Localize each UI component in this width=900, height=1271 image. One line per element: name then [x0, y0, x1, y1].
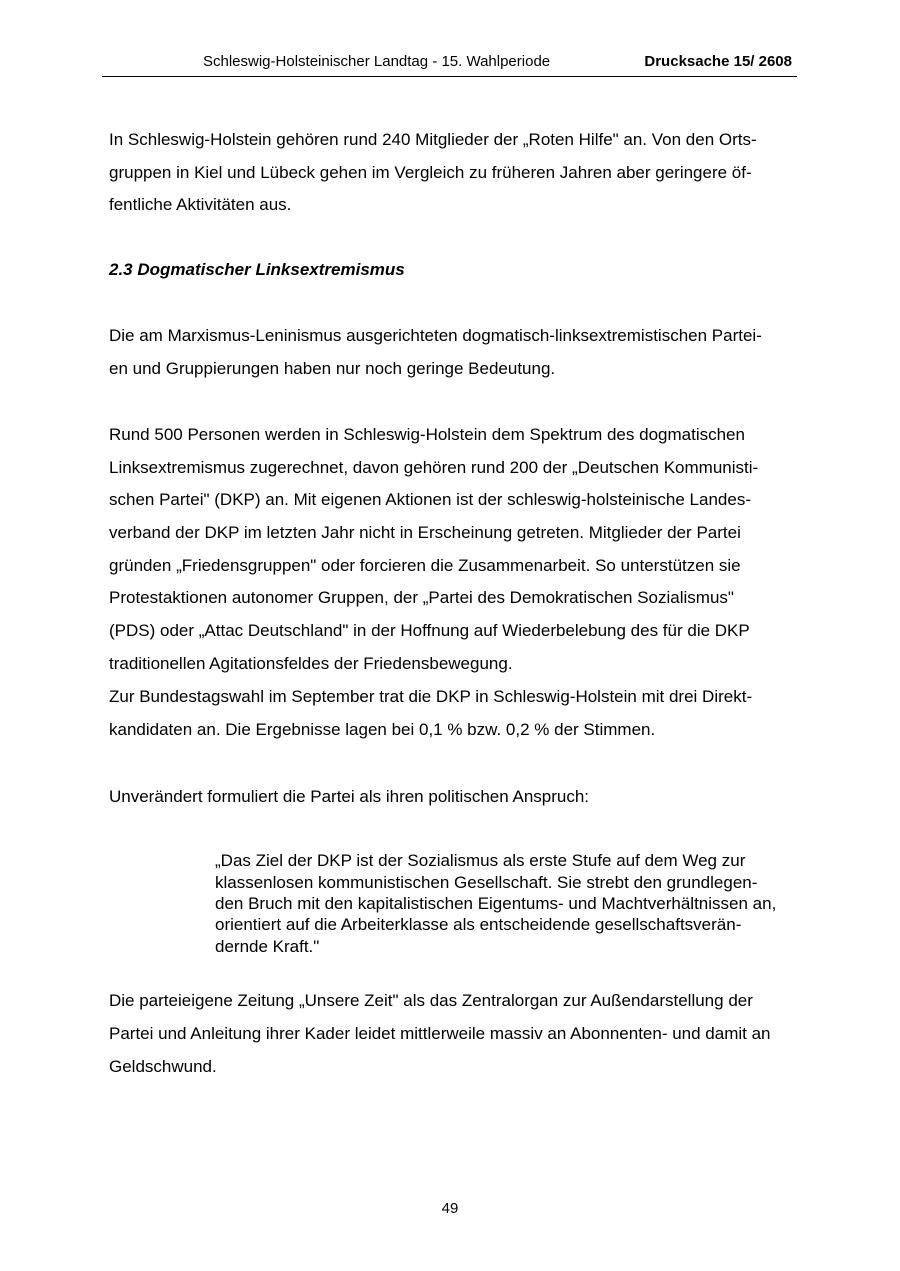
paragraph-line: Die am Marxismus-Leninismus ausgerichteten dogmatisch-linksextremistischen Partei-	[109, 326, 762, 345]
paragraph-line: en und Gruppierungen haben nur noch geringe Bedeutung.	[109, 359, 556, 378]
paragraph-line: Protestaktionen autonomer Gruppen, der „Partei des Demokratischen Sozialismus"	[109, 588, 734, 607]
document-number: Drucksache 15/ 2608	[644, 53, 792, 70]
paragraph-line: Zur Bundestagswahl im September trat die DKP in Schleswig-Holstein mit drei Direkt-	[109, 687, 753, 706]
paragraph-line: Geldschwund.	[109, 1057, 217, 1076]
paragraph-line: kandidaten an. Die Ergebnisse lagen bei 0,1 % bzw. 0,2 % der Stimmen.	[109, 720, 656, 739]
paragraph-line: gruppen in Kiel und Lübeck gehen im Vergleich zu früheren Jahren aber geringere öf-	[109, 163, 752, 182]
paragraph-line: Die parteieigene Zeitung „Unsere Zeit" als das Zentralorgan zur Außendarstellung der	[109, 991, 753, 1010]
section-heading: 2.3 Dogmatischer Linksextremismus	[109, 260, 405, 279]
paragraph-line: schen Partei" (DKP) an. Mit eigenen Aktionen ist der schleswig-holsteinische Landes-	[109, 490, 751, 509]
paragraph-line: In Schleswig-Holstein gehören rund 240 Mitglieder der „Roten Hilfe" an. Von den Orts-	[109, 130, 757, 149]
quote-line: den Bruch mit den kapitalistischen Eigentums- und Machtverhältnissen an,	[215, 894, 777, 913]
paragraph-line: Linksextremismus zugerechnet, davon gehören rund 200 der „Deutschen Kommunisti-	[109, 458, 759, 477]
header-divider	[102, 76, 797, 77]
paragraph-line: verband der DKP im letzten Jahr nicht in Erscheinung getreten. Mitglieder der Partei	[109, 523, 741, 542]
paragraph-line: Partei und Anleitung ihrer Kader leidet mittlerweile massiv an Abonnenten- und damit an	[109, 1024, 771, 1043]
quote-line: dernde Kraft."	[215, 937, 320, 956]
paragraph-line: traditionellen Agitationsfeldes der Friedensbewegung.	[109, 654, 513, 673]
quote-line: orientiert auf die Arbeiterklasse als entscheidende gesellschaftsverän-	[215, 915, 742, 934]
header-title: Schleswig-Holsteinischer Landtag - 15. Wahlperiode	[203, 53, 551, 70]
paragraph-line: fentliche Aktivitäten aus.	[109, 195, 292, 214]
paragraph-line: (PDS) oder „Attac Deutschland" in der Hoffnung auf Wiederbelebung des für die DKP	[109, 621, 750, 640]
paragraph-line: gründen „Friedensgruppen" oder forcieren die Zusammenarbeit. So unterstützen sie	[109, 556, 741, 575]
quote-line: „Das Ziel der DKP ist der Sozialismus als erste Stufe auf dem Weg zur	[215, 851, 746, 870]
paragraph-line: Unverändert formuliert die Partei als ihren politischen Anspruch:	[109, 787, 590, 806]
quote-line: klassenlosen kommunistischen Gesellschaft. Sie strebt den grundlegen-	[215, 873, 758, 892]
paragraph-line: Rund 500 Personen werden in Schleswig-Holstein dem Spektrum des dogmatischen	[109, 425, 745, 444]
page-number: 49	[441, 1200, 459, 1217]
